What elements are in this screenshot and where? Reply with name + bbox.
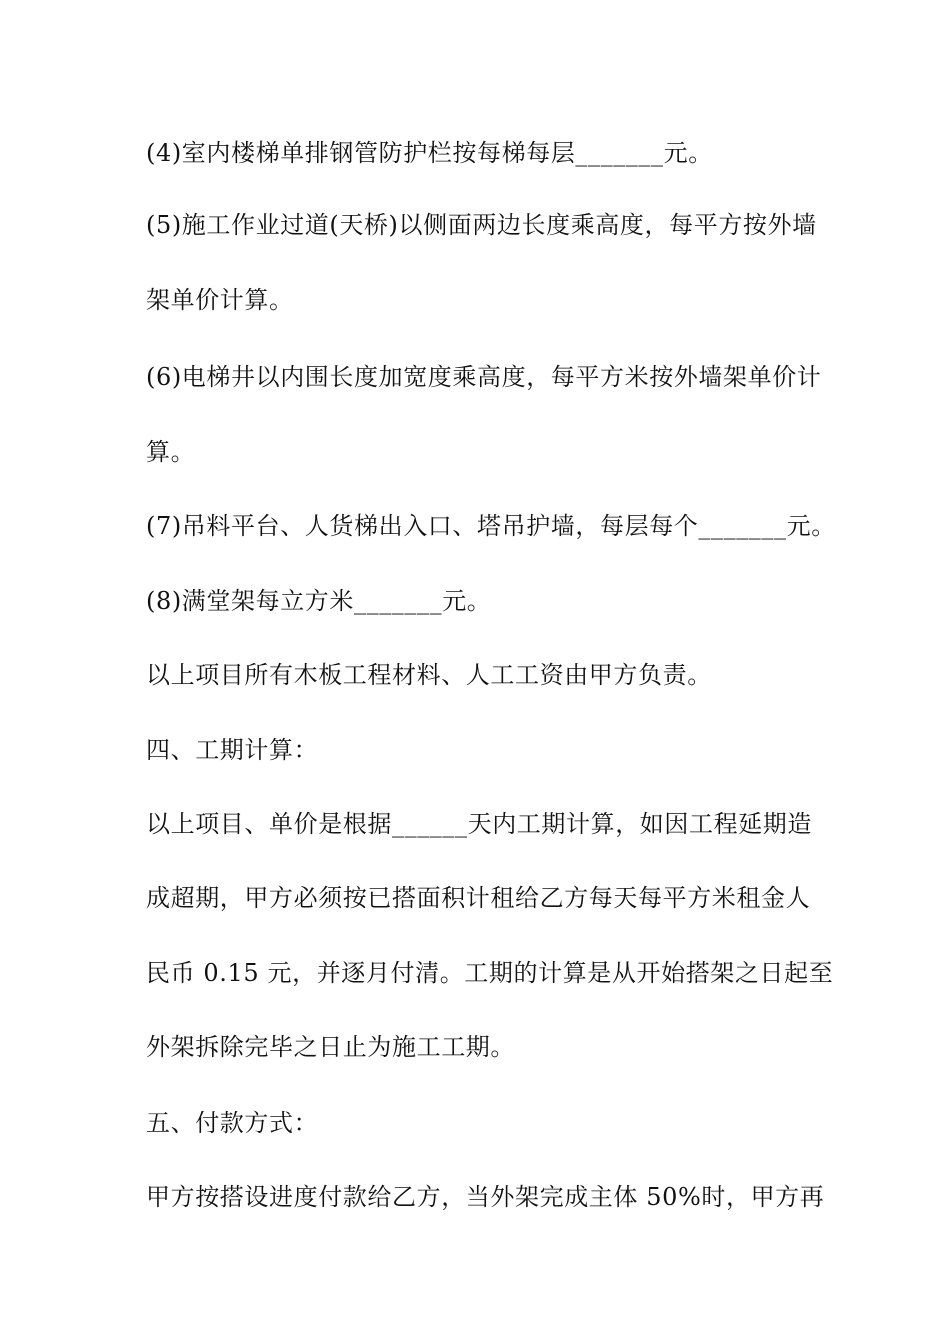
paragraph-line: (4)室内楼梯单排钢管防护栏按每梯每层_______元。 xyxy=(146,139,713,167)
paragraph-line: (7)吊料平台、人货梯出入口、塔吊护墙，每层每个_______元。 xyxy=(146,512,836,540)
paragraph-line: 成超期，甲方必须按已搭面积计租给乙方每天每平方米租金人 xyxy=(146,884,811,912)
paragraph-line: 外架拆除完毕之日止为施工工期。 xyxy=(146,1033,515,1061)
paragraph-line: 算。 xyxy=(146,438,196,466)
paragraph-line: (6)电梯井以内围长度加宽度乘高度，每平方米按外墙架单价计 xyxy=(146,363,822,391)
paragraph-line: 民币 0.15 元，并逐月付清。工期的计算是从开始搭架之日起至 xyxy=(146,959,834,987)
section-heading: 五、付款方式： xyxy=(146,1109,319,1137)
paragraph-line: 以上项目、单价是根据______天内工期计算，如因工程延期造 xyxy=(146,810,812,838)
paragraph-line: 架单价计算。 xyxy=(146,286,294,314)
section-heading: 四、工期计算： xyxy=(146,736,319,764)
paragraph-line: (8)满堂架每立方米_______元。 xyxy=(146,587,492,615)
paragraph-line: 甲方按搭设进度付款给乙方，当外架完成主体 50%时，甲方再 xyxy=(146,1183,825,1211)
paragraph-line: (5)施工作业过道(天桥)以侧面两边长度乘高度，每平方按外墙 xyxy=(146,211,817,239)
paragraph-line: 以上项目所有木板工程材料、人工工资由甲方负责。 xyxy=(146,661,712,689)
